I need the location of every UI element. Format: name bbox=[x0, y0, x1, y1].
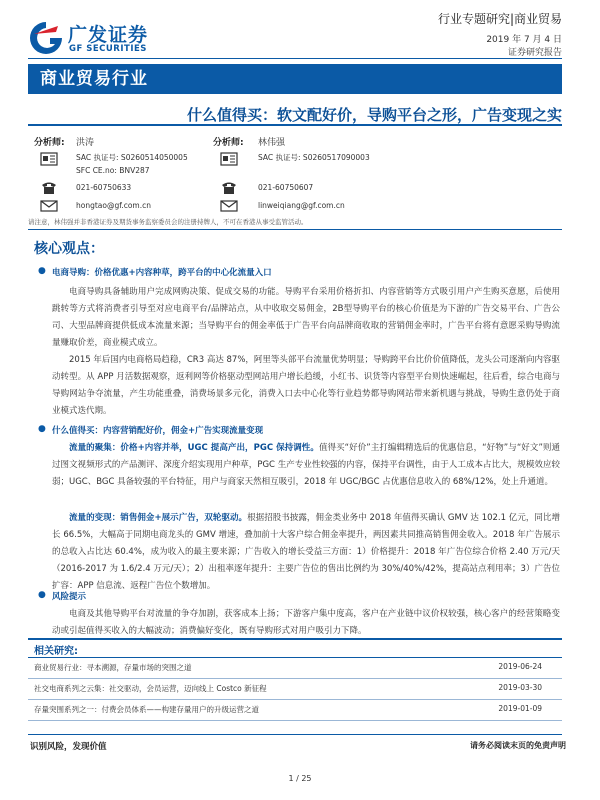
report-date: 2019 年 7 月 4 日 bbox=[486, 35, 562, 45]
company-logo bbox=[28, 20, 178, 58]
footer-slogan: 识别风险，发现价值 bbox=[30, 742, 107, 752]
header-divider bbox=[28, 58, 562, 59]
point-2-heading: 什么值得买：内容营销配好价，佣金+广告实现流量变现 bbox=[52, 426, 264, 436]
related-item-date: 2019-06-24 bbox=[498, 662, 542, 671]
point-3-paragraph bbox=[52, 510, 560, 595]
analyst-1-label: 分析师: bbox=[34, 138, 65, 148]
report-label: 证券研究报告 bbox=[507, 48, 562, 58]
analyst-2-email[interactable]: linweiqiang@gf.com.cn bbox=[258, 201, 345, 210]
related-item[interactable] bbox=[30, 702, 562, 718]
related-row-divider bbox=[28, 678, 562, 679]
footer-disclaimer-link[interactable]: 请务必阅读末页的免责声明 bbox=[470, 741, 566, 750]
analyst-1-phone: 021-60750633 bbox=[76, 183, 132, 192]
bullet-icon: ● bbox=[38, 424, 46, 434]
point-1-paragraph-a: 电商导购具备辅助用户完成网购决策、促成交易的功能。导购平台采用价格折扣、内容营销等方式吸引用户产生购买意愿，后使用跳转等方式将消费者引导至对应电商平台/品牌站点，从中收取交易佣金，2B型导购平台的核心价值是为下游的广告交易平台、广告公司、大型品牌商提供低成本流量来源；当导购平台的佣金率低于广告平台向品牌商收取的营销佣金率时，广告平台将有意愿采购导购流量赚取价差，商业模式成立。 bbox=[52, 287, 560, 348]
email-icon bbox=[40, 199, 58, 213]
related-item-date: 2019-03-30 bbox=[498, 683, 542, 692]
analyst-1-sac: SAC 执证号: S0260514050005 bbox=[76, 153, 188, 162]
analyst-1-name: 洪涛 bbox=[76, 138, 95, 148]
analyst-disclaimer: 请注意，林伟强并非香港证券及期货事务监察委员会的注册持牌人，不可在香港从事受监管活动。 bbox=[28, 218, 308, 226]
core-view-title: 核心观点： bbox=[34, 241, 104, 257]
point-2-text: 值得买“好价”主打编辑精选后的优惠信息，“好物”与“好文”则通过图文视频形式的产品测评、深度介绍实现用户种草，PGC 生产专业性较强的内容，保持平台调性，由于人工成本占比大，规模效应较弱；UGC、BGC 具备较强的平台特征，用户与商家天然相互吸引，2018 年 UGC/BGC 占优惠信息收入的 68%/12%，处上升通道。 bbox=[52, 443, 560, 487]
phone-icon bbox=[40, 181, 58, 195]
point-2-lead: 流量的聚集：价格+内容并举，UGC 提高产出，PGC 保持调性。 bbox=[69, 443, 319, 453]
id-card-icon bbox=[220, 152, 238, 166]
related-item[interactable] bbox=[30, 660, 562, 676]
sector-banner: 商业贸易行业 bbox=[28, 64, 562, 94]
related-research-title: 相关研究: bbox=[34, 646, 78, 657]
analyst-2-sac: SAC 执证号: S0260517090003 bbox=[258, 153, 370, 162]
risk-paragraph: 电商及其他导购平台对流量的争夺加剧，获客成本上扬；下游客户集中度高，客户在产业链中议价权较强，核心客户的经营策略变动或引起值得买收入的大幅波动；消费偏好变化，既有导购形式对用户吸引力下降。 bbox=[52, 609, 560, 636]
title-divider bbox=[28, 124, 562, 126]
footer-divider bbox=[28, 734, 562, 735]
related-row-divider bbox=[28, 720, 562, 721]
related-item-title[interactable]: 社交电商系列之云集：社交驱动，会员运营，迈向线上 Costco 新征程 bbox=[34, 684, 267, 693]
bullet-icon: ● bbox=[38, 590, 46, 600]
analyst-1-sfc: SFC CE.no: BNV287 bbox=[76, 166, 150, 175]
logo-cn-text: 广发证券 bbox=[68, 24, 149, 46]
risk-heading: 风险提示 bbox=[52, 592, 87, 602]
report-title: 什么值得买：软文配好价，导购平台之形，广告变现之实 bbox=[186, 106, 562, 124]
analyst-2-phone: 021-60750607 bbox=[258, 183, 314, 192]
related-item[interactable] bbox=[30, 681, 562, 697]
related-top-divider bbox=[28, 638, 562, 640]
point-1-paragraph-b: 2015 年后国内电商格局趋稳，CR3 高达 87%，阿里等头部平台流量优势明显；导购跨平台比价价值降低，龙头公司逐渐向内容驱动转型。从 APP 月活数据观察，返利网等价格驱动型网站用户增长趋缓，小红书、识货等内容型平台则快速崛起，往后看，综合电商与导购网站争夺流量，产生功能重叠，消费场景多元化，消费入口去中心化等行业趋势都导购网站带来新机遇与挑战，导购生意仍处于商业模式迭代期。 bbox=[52, 355, 560, 416]
page-number: 1 / 25 bbox=[288, 774, 312, 783]
point-3-lead: 流量的变现：销售佣金+展示广告，双轮驱动。 bbox=[69, 513, 248, 523]
point-2-paragraph bbox=[52, 440, 560, 491]
gf-logo-icon bbox=[28, 20, 64, 56]
related-title-divider bbox=[28, 657, 562, 658]
analyst-2-name: 林伟强 bbox=[258, 138, 286, 148]
id-card-icon bbox=[40, 152, 58, 166]
related-item-title[interactable]: 存量突围系列之一：付费会员体系——构建存量用户的升级运营之道 bbox=[34, 705, 259, 714]
phone-icon bbox=[220, 181, 238, 195]
related-item-date: 2019-01-09 bbox=[498, 704, 542, 713]
bullet-icon: ● bbox=[38, 266, 46, 276]
related-item-title[interactable]: 商业贸易行业：寻本溯源，存量市场的突围之道 bbox=[34, 663, 192, 672]
report-type: 行业专题研究|商业贸易 bbox=[437, 12, 562, 26]
point-1-heading: 电商导购：价格优惠+内容种草，跨平台的中心化流量入口 bbox=[52, 268, 272, 278]
related-row-divider bbox=[28, 699, 562, 700]
analyst-1-email[interactable]: hongtao@gf.com.cn bbox=[76, 201, 151, 210]
logo-en-text: GF SECURITIES bbox=[69, 44, 147, 54]
analyst-2-label: 分析师: bbox=[213, 138, 244, 148]
email-icon bbox=[220, 199, 238, 213]
point-3-text: 根据招股书披露，佣金类业务中 2018 年值得买确认 GMV 达 102.1 亿元，同比增长 66.5%，大幅高于同期电商龙头的 GMV 增速，叠加前十大客户综合佣金率提升，两因素共同推高销售佣金收入。2018 年广告展示的总收入占比达 60.4%，成为收入的最主要来源；广告收入的增长受益三方面：1）价格提升：2018 年广告位综合价格 2.40 万元/天（2016-2017 为 1.6/2.4 万元/天）；2）出租率逐年提升：主要广告位的售出比例约为 30%/40%/42%，提高站点利用率；3）广告位扩容：APP 信息流、返程广告位个数增加。 bbox=[52, 513, 561, 591]
disclaimer-divider bbox=[28, 229, 562, 230]
